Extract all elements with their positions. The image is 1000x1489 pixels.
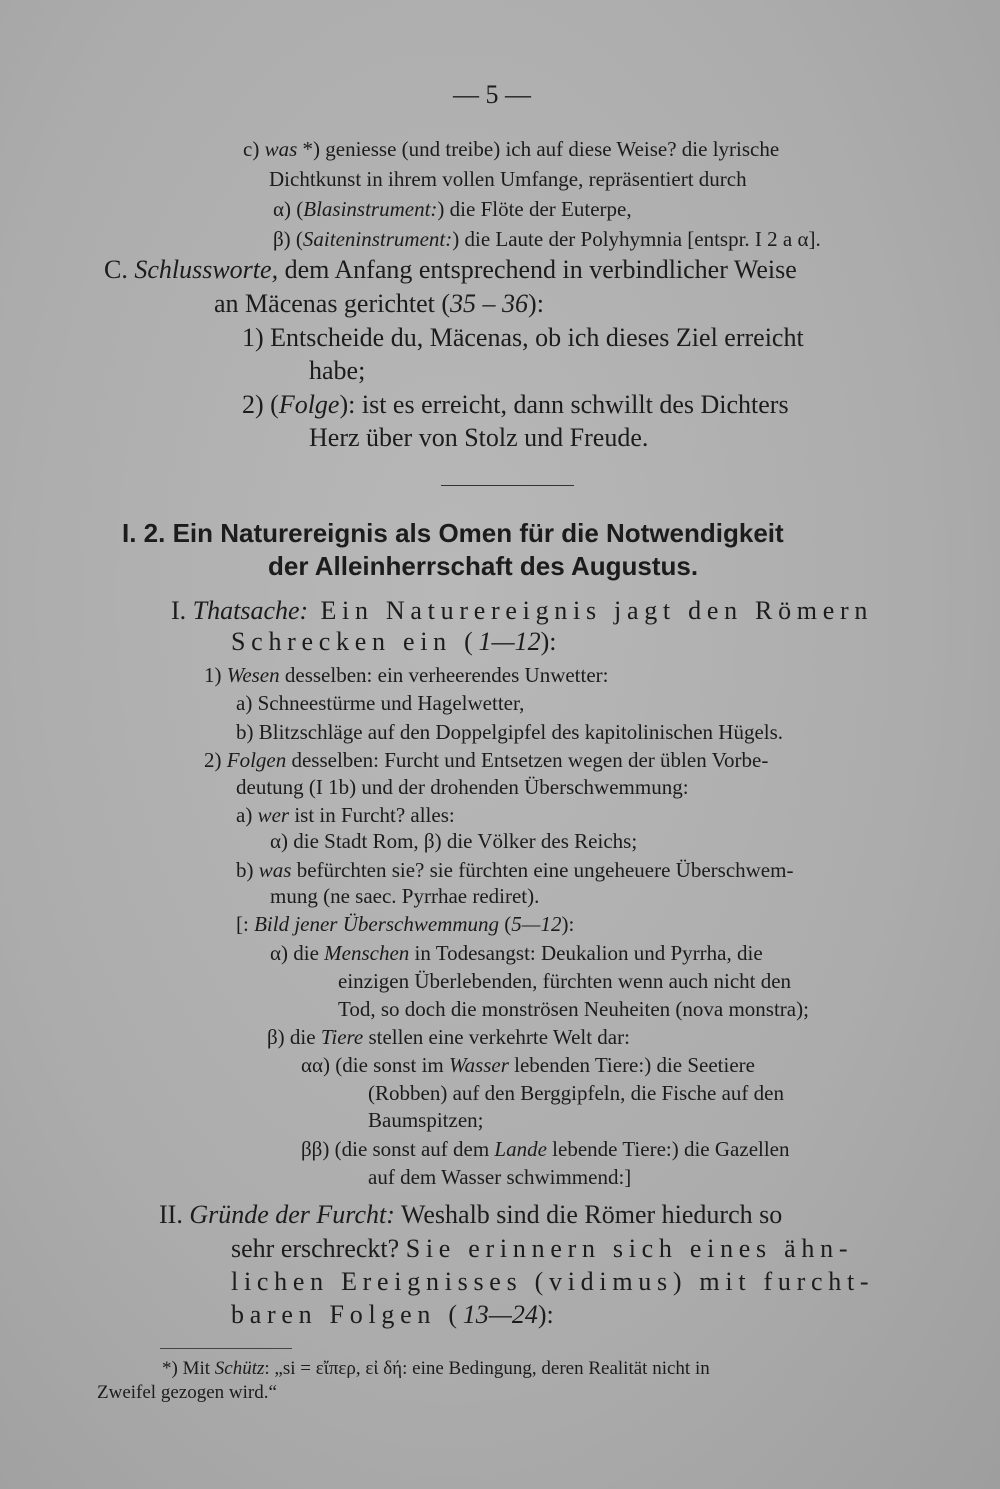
- text-line: Herz über von Stolz und Freude.: [309, 423, 649, 452]
- page-number: — 5 —: [453, 80, 531, 109]
- text-line: an Mäcenas gerichtet (35 – 36):: [214, 289, 544, 318]
- footnote-line: *) Mit Schütz: „si = εἴπερ, εἰ δή: eine Bedingung, deren Realität nicht in: [162, 1358, 710, 1379]
- text-line: [: Bild jener Überschwemmung (5—12):: [236, 912, 575, 936]
- text-line: 1) Wesen desselben: ein verheerendes Unwetter:: [204, 663, 609, 687]
- text-line: Dichtkunst in ihrem vollen Umfange, repräsentiert durch: [269, 167, 747, 191]
- text-line: αα) (die sonst im Wasser lebenden Tiere:) die Seetiere: [301, 1053, 755, 1077]
- text-line: 1) Entscheide du, Mäcenas, ob ich dieses Ziel erreicht: [242, 323, 804, 352]
- text-line: Schrecken ein (1—12):: [231, 627, 557, 656]
- text-line: a) Schneestürme und Hagelwetter,: [236, 691, 525, 715]
- section-divider: [441, 485, 574, 486]
- text-line: Tod, so doch die monströsen Neuheiten (nova monstra);: [338, 997, 809, 1021]
- text-line: a) wer ist in Furcht? alles:: [236, 803, 455, 827]
- footnote-divider: [160, 1348, 292, 1349]
- text-line: β) die Tiere stellen eine verkehrte Welt dar:: [267, 1025, 630, 1049]
- text-line: 2) (Folge): ist es erreicht, dann schwillt des Dichters: [242, 390, 789, 419]
- text-line: I. Thatsache: Ein Naturereignis jagt den Römern: [171, 596, 874, 625]
- text-line: mung (ne saec. Pyrrhae rediret).: [270, 884, 540, 908]
- text-line: α) die Menschen in Todesangst: Deukalion und Pyrrha, die: [270, 941, 763, 965]
- text-line: β) (Saiteninstrument:) die Laute der Polyhymnia [entspr. I 2 a α].: [273, 227, 821, 251]
- text-line: b) Blitzschläge auf den Doppelgipfel des kapitolinischen Hügels.: [236, 720, 784, 744]
- chapter-heading: I. 2. Ein Naturereignis als Omen für die Notwendigkeit: [122, 518, 784, 548]
- footnote-line: Zweifel gezogen wird.“: [97, 1382, 277, 1403]
- text-line: auf dem Wasser schwimmend:]: [368, 1165, 632, 1189]
- text-line: 2) Folgen desselben: Furcht und Entsetzen wegen der üblen Vorbe-: [204, 748, 769, 772]
- section-heading-line: C. Schlussworte, dem Anfang entsprechend in verbindlicher Weise: [104, 255, 797, 284]
- text-line: α) die Stadt Rom, β) die Völker des Reichs;: [270, 829, 638, 853]
- text-line: α) (Blasinstrument:) die Flöte der Euterpe,: [273, 197, 632, 221]
- text-line: (Robben) auf den Berggipfeln, die Fische auf den: [368, 1081, 784, 1105]
- text-line: einzigen Überlebenden, fürchten wenn auch nicht den: [338, 969, 792, 993]
- text-line: habe;: [309, 356, 366, 385]
- text-line: baren Folgen (13—24):: [231, 1300, 554, 1329]
- text-line: Baumspitzen;: [368, 1108, 484, 1132]
- text-line: ββ) (die sonst auf dem Lande lebende Tiere:) die Gazellen: [301, 1137, 790, 1161]
- chapter-heading-continued: der Alleinherrschaft des Augustus.: [268, 551, 699, 581]
- text-line: sehr erschreckt? Sie erinnern sich eines ähn-: [231, 1234, 854, 1263]
- text-line: lichen Ereignisses (vidimus) mit furcht-: [231, 1267, 875, 1296]
- text-line: c) was *) geniesse (und treibe) ich auf diese Weise? die lyrische: [243, 137, 780, 161]
- text-line: II. Gründe der Furcht: Weshalb sind die Römer hiedurch so: [159, 1200, 783, 1229]
- text-line: deutung (I 1b) und der drohenden Überschwemmung:: [236, 775, 689, 799]
- text-line: b) was befürchten sie? sie fürchten eine ungeheuere Überschwem-: [236, 858, 794, 882]
